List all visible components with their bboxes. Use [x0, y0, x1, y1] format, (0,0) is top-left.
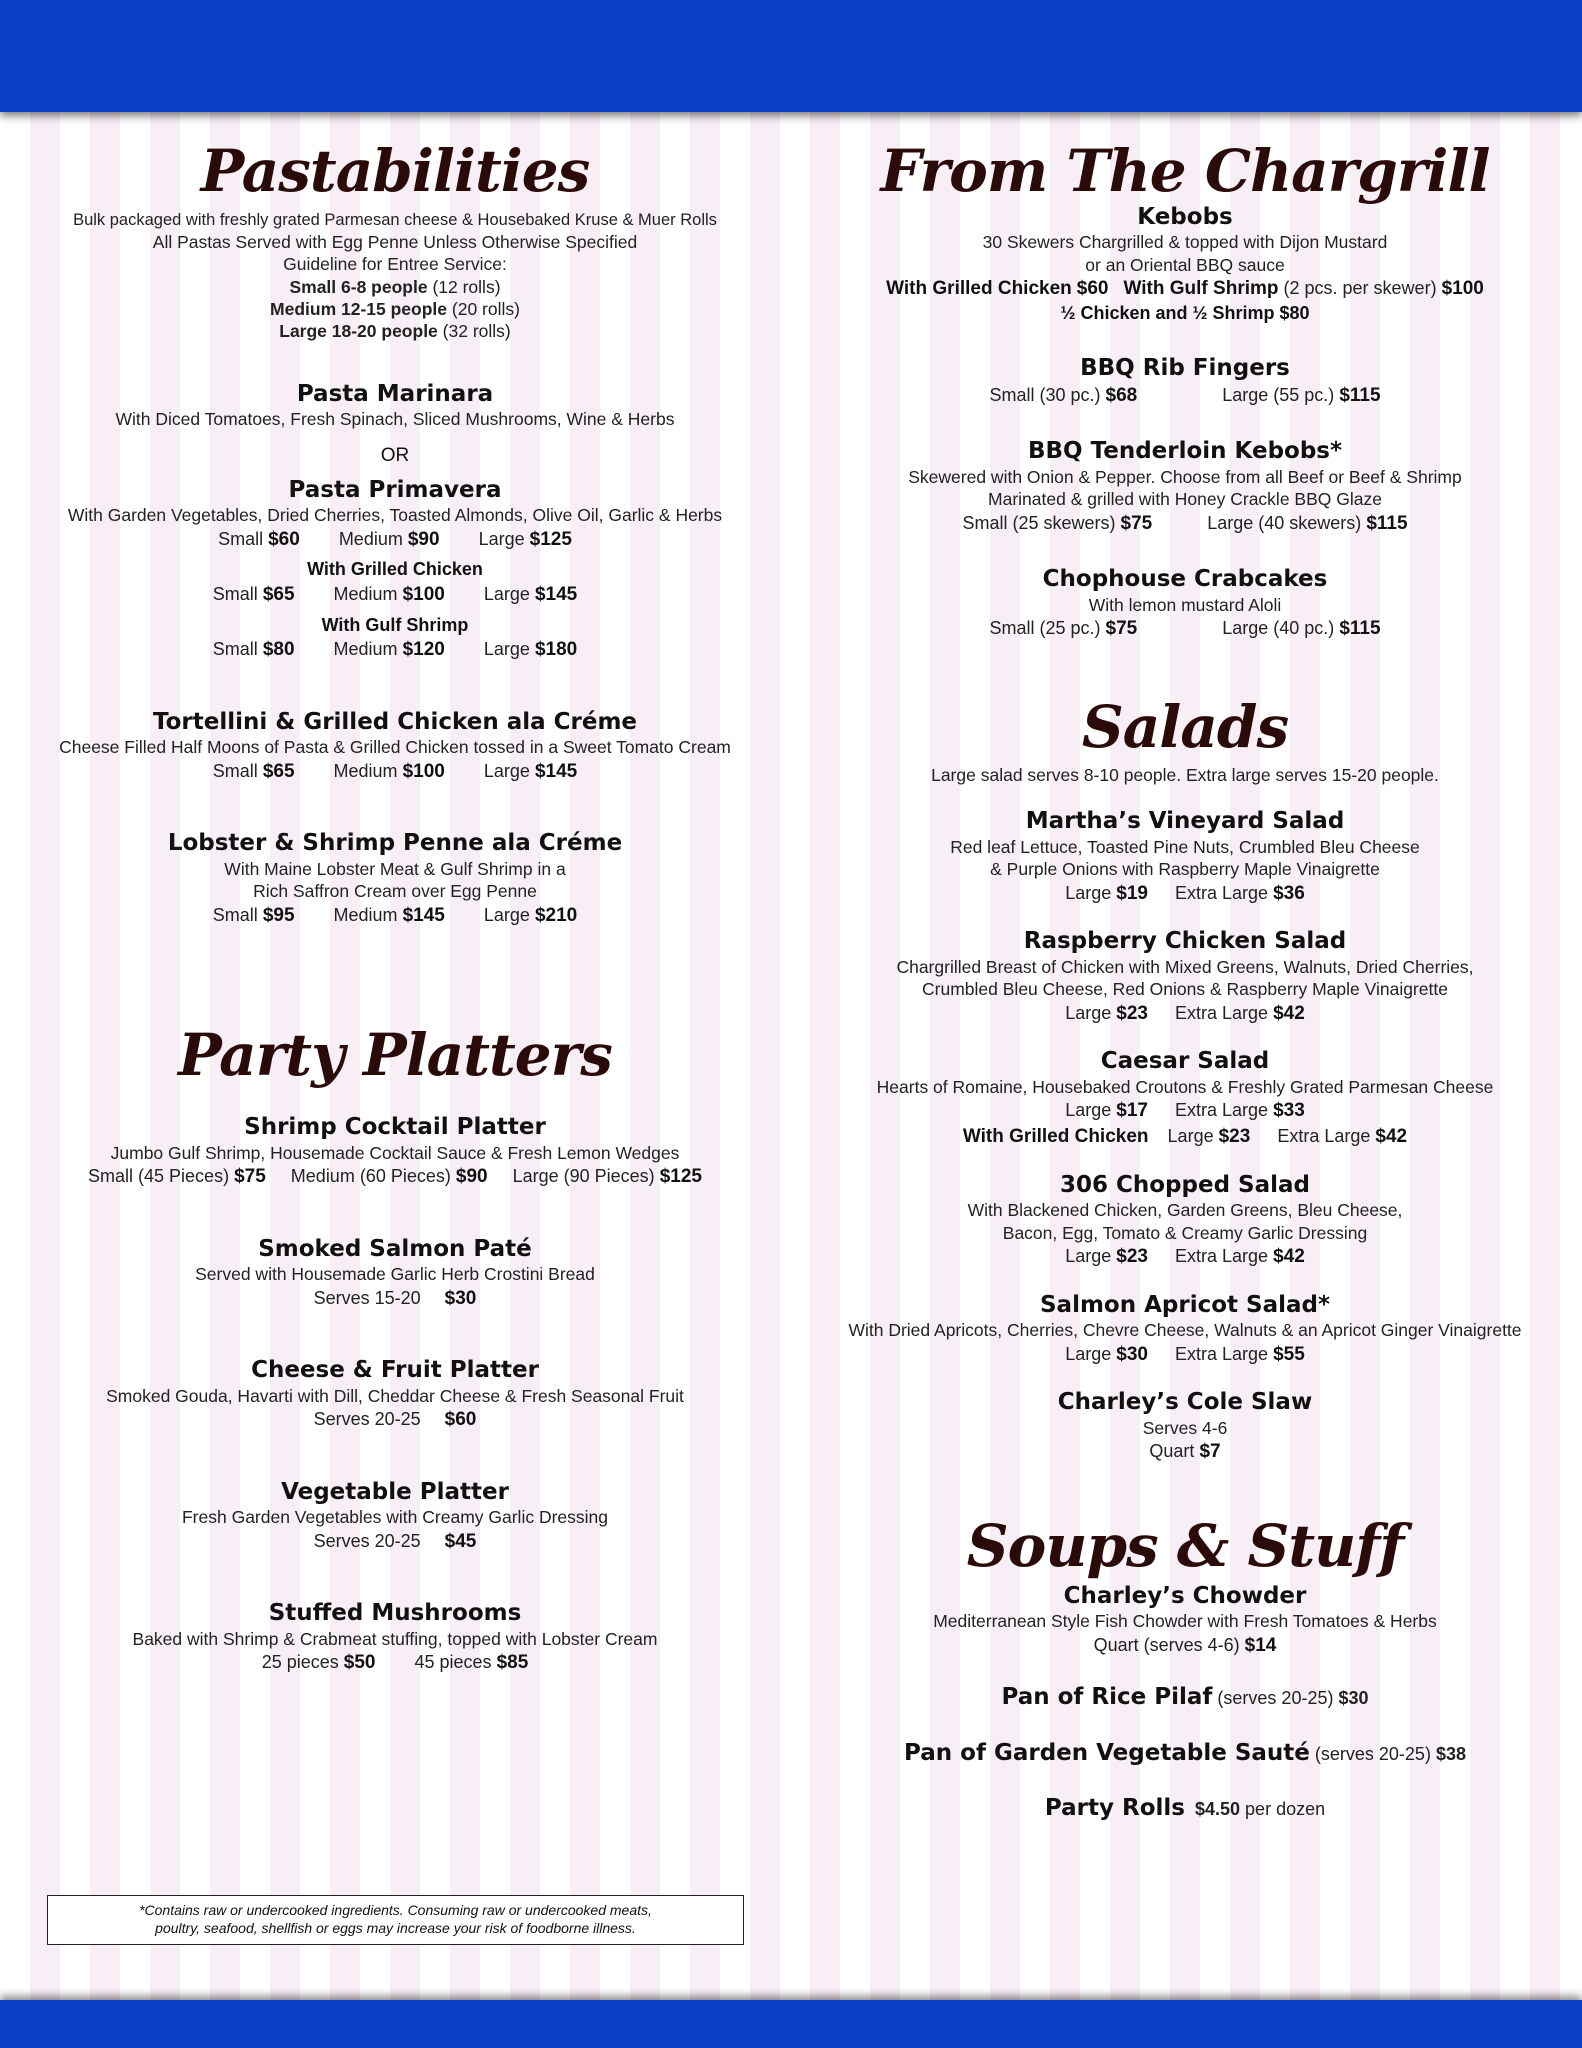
price: $23: [1116, 1245, 1148, 1267]
right-column: [845, 137, 1525, 1823]
size-label: Medium (60 Pieces): [290, 1165, 451, 1186]
size-label: Large: [1167, 1125, 1214, 1146]
item-title: Salmon Apricot Salad*: [1039, 1291, 1331, 1318]
item-title: Stuffed Mushrooms: [268, 1600, 522, 1627]
serves: (serves 20-25): [1314, 1743, 1431, 1764]
half-half-price: ½ Chicken and ½ Shrimp $80: [1060, 302, 1310, 323]
item-title: Party Rolls: [1044, 1795, 1185, 1822]
variant-label: With Gulf Shrimp: [321, 614, 469, 635]
size-label: Large (90 Pieces): [512, 1165, 655, 1186]
item-title: 306 Chopped Salad: [1059, 1171, 1311, 1198]
size-label: Small (30 pc.): [989, 384, 1101, 405]
salad-size-note: Large salad serves 8-10 people. Extra large serves 15-20 people.: [931, 764, 1439, 785]
intro-line: All Pastas Served with Egg Penne Unless Otherwise Specified: [152, 231, 638, 252]
size-label: Extra Large: [1277, 1125, 1371, 1146]
size-label: Small: [212, 638, 258, 659]
price: $115: [1366, 512, 1408, 534]
menu-item-bbq-rib-fingers: [845, 355, 1525, 408]
price: $75: [1105, 618, 1138, 640]
notice-line: *Contains raw or undercooked ingredients. Consuming raw or undercooked meats,: [139, 1902, 652, 1918]
menu-item-party-rolls: [845, 1795, 1525, 1823]
variant-label: With Grilled Chicken: [886, 278, 1072, 300]
item-title: Charley’s Cole Slaw: [1057, 1389, 1313, 1416]
item-description: Served with Housemade Garlic Herb Crostini Bread: [195, 1264, 595, 1285]
price-row: [55, 1286, 735, 1312]
size-label: Large: [1065, 1343, 1112, 1364]
item-title: Tortellini & Grilled Chicken ala Créme: [152, 708, 638, 735]
price: $19: [1116, 882, 1148, 904]
size-label: Extra Large: [1175, 1002, 1269, 1023]
item-title: Charley’s Chowder: [1063, 1582, 1307, 1609]
menu-item-tortellini: [55, 709, 735, 785]
price: $30: [1116, 1343, 1148, 1365]
size-label: Extra Large: [1175, 1245, 1269, 1266]
price: $85: [496, 1652, 529, 1674]
size-label: Medium: [333, 904, 398, 925]
item-description: Baked with Shrimp & Crabmeat stuffing, topped with Lobster Cream: [132, 1629, 658, 1650]
size-label: Extra Large: [1175, 1343, 1269, 1364]
pastabilities-heading: Pastabilities: [200, 137, 590, 205]
item-description: With Dried Apricots, Cherries, Chevre Cheese, Walnuts & an Apricot Ginger Vinaigrette: [848, 1320, 1522, 1341]
menu-item-cheese-fruit: [55, 1357, 735, 1433]
variant-label: With Gulf Shrimp: [1123, 278, 1279, 300]
size-note: (12 rolls): [432, 276, 501, 297]
item-title: Pasta Primavera: [288, 476, 502, 503]
price: $30: [444, 1287, 477, 1309]
price-row: [845, 616, 1525, 642]
item-description: Rich Saffron Cream over Egg Penne: [253, 881, 537, 902]
price: $145: [402, 904, 445, 926]
price-row: [845, 1001, 1525, 1027]
menu-item-smoked-salmon: [55, 1236, 735, 1312]
price-row: [55, 1164, 735, 1190]
item-title: Vegetable Platter: [281, 1478, 509, 1505]
price: $30: [1338, 1688, 1369, 1709]
price: $17: [1116, 1100, 1148, 1122]
size-label: Small: [212, 904, 258, 925]
item-description: Fresh Garden Vegetables with Creamy Garlic Dressing: [181, 1507, 608, 1528]
item-description: Smoked Gouda, Havarti with Dill, Cheddar Cheese & Fresh Seasonal Fruit: [106, 1385, 684, 1406]
menu-item-kebobs: [845, 204, 1525, 325]
item-description: Cheese Filled Half Moons of Pasta & Grilled Chicken tossed in a Sweet Tomato Cream: [59, 737, 731, 758]
menu-item-salmon-apricot: [845, 1292, 1525, 1368]
size-label: Medium 12-15 people: [270, 299, 448, 320]
menu-item-caesar: [845, 1048, 1525, 1149]
price: $60: [444, 1409, 477, 1431]
size-label: Small (25 skewers): [962, 512, 1116, 533]
price: $60: [1076, 278, 1109, 300]
item-description: Crumbled Bleu Cheese, Red Onions & Raspberry Maple Vinaigrette: [922, 979, 1448, 1000]
price: $4.50: [1194, 1799, 1241, 1820]
size-label: Small: [218, 528, 264, 549]
menu-item-pasta-marinara: [55, 381, 735, 431]
price: $100: [402, 583, 445, 605]
item-title: Lobster & Shrimp Penne ala Créme: [167, 830, 623, 857]
item-title: Kebobs: [1137, 203, 1233, 230]
menu-item-marthas-vineyard: [845, 808, 1525, 906]
menu-item-cole-slaw: [845, 1389, 1525, 1465]
item-description: or an Oriental BBQ sauce: [1085, 254, 1285, 275]
chargrill-heading: From The Chargrill: [880, 137, 1490, 205]
item-title: Shrimp Cocktail Platter: [244, 1113, 546, 1140]
variant-note: (2 pcs. per skewer): [1283, 278, 1437, 299]
left-column: [55, 137, 735, 1676]
item-description: Marinated & grilled with Honey Crackle BBQ Glaze: [988, 489, 1382, 510]
size-guide-large: [55, 320, 735, 342]
price-row: [55, 759, 735, 785]
size-label: Large 18-20 people: [279, 321, 438, 342]
bottom-blue-band: [0, 2000, 1582, 2048]
serves: Serves 20-25: [313, 1530, 421, 1551]
size-label: Large: [483, 583, 530, 604]
item-title: Pasta Marinara: [296, 380, 494, 407]
price: $33: [1273, 1100, 1305, 1122]
item-description: With Diced Tomatoes, Fresh Spinach, Sliced Mushrooms, Wine & Herbs: [115, 409, 675, 430]
item-title: BBQ Rib Fingers: [1080, 355, 1290, 382]
item-title: Caesar Salad: [1100, 1048, 1270, 1075]
menu-item-stuffed-mushrooms: [55, 1600, 735, 1676]
price-row: [845, 383, 1525, 409]
price: $60: [268, 528, 300, 550]
size-label: Extra Large: [1175, 1100, 1269, 1121]
price: $42: [1273, 1245, 1305, 1267]
price: $55: [1273, 1343, 1305, 1365]
price-row: [845, 1244, 1525, 1270]
menu-item-rice-pilaf: [845, 1684, 1525, 1712]
variant-label: With Grilled Chicken: [962, 1125, 1149, 1147]
price: $100: [1441, 278, 1484, 300]
price: $36: [1273, 882, 1305, 904]
menu-item-bbq-tenderloin: [845, 438, 1525, 536]
price-row: [845, 511, 1525, 537]
size-label: Quart: [1149, 1441, 1195, 1462]
size-label: 45 pieces: [414, 1652, 492, 1673]
price: $145: [534, 760, 578, 782]
price: $210: [534, 904, 578, 926]
item-description: With lemon mustard Aloli: [1088, 595, 1282, 616]
size-label: Large (40 skewers): [1207, 512, 1362, 533]
size-label: Medium: [333, 583, 398, 604]
price-row: [845, 1633, 1525, 1659]
item-description: 30 Skewers Chargrilled & topped with Dijon Mustard: [982, 232, 1388, 253]
size-label: Large: [478, 528, 525, 549]
size-note: (32 rolls): [442, 321, 511, 342]
price: $95: [262, 904, 295, 926]
price: $65: [262, 760, 295, 782]
size-label: Medium: [333, 760, 398, 781]
item-description: Jumbo Gulf Shrimp, Housemade Cocktail Sauce & Fresh Lemon Wedges: [110, 1142, 680, 1163]
price: $45: [444, 1530, 477, 1552]
price-row: [845, 1342, 1525, 1368]
item-title: Smoked Salmon Paté: [258, 1235, 532, 1262]
size-guide-medium: [55, 298, 735, 320]
price-row: [845, 276, 1525, 302]
menu-item-306-chopped: [845, 1172, 1525, 1270]
menu-item-chowder: [845, 1583, 1525, 1659]
size-label: Medium: [338, 528, 403, 549]
size-label: Medium: [333, 638, 398, 659]
price: $23: [1218, 1125, 1251, 1147]
size-guide-small: [55, 276, 735, 298]
party-platters-heading: Party Platters: [178, 1021, 612, 1090]
price-row: [55, 527, 735, 553]
price: $145: [534, 583, 578, 605]
price: $23: [1116, 1002, 1148, 1024]
item-title: Pan of Rice Pilaf: [1001, 1684, 1213, 1711]
item-description: Hearts of Romaine, Housebaked Croutons & Freshly Grated Parmesan Cheese: [876, 1076, 1494, 1097]
food-safety-notice: [47, 1895, 744, 1945]
size-label: Large (40 pc.): [1222, 618, 1335, 639]
menu-item-pasta-primavera: [55, 477, 735, 663]
size-note: (20 rolls): [451, 299, 520, 320]
size-label: Large: [1065, 1002, 1112, 1023]
price-row: [55, 903, 735, 929]
size-label: Large: [483, 638, 530, 659]
price: $80: [262, 638, 295, 660]
size-label: Small (45 Pieces): [88, 1165, 230, 1186]
item-description: & Purple Onions with Raspberry Maple Vinaigrette: [990, 859, 1380, 880]
price: $65: [262, 583, 295, 605]
price: $50: [343, 1652, 376, 1674]
price-row: [55, 1407, 735, 1433]
size-label: Large: [1065, 1100, 1112, 1121]
notice-line: poultry, seafood, shellfish or eggs may increase your risk of foodborne illness.: [155, 1920, 636, 1937]
price: $100: [402, 760, 445, 782]
price-row: [845, 881, 1525, 907]
item-title: Chophouse Crabcakes: [1042, 566, 1328, 593]
menu-item-vegetable-saute: [845, 1740, 1525, 1768]
top-blue-band: [0, 0, 1582, 112]
size-label: Large: [483, 904, 530, 925]
size-label: Extra Large: [1175, 882, 1269, 903]
menu-item-shrimp-cocktail: [55, 1114, 735, 1190]
item-description: With Garden Vegetables, Dried Cherries, Toasted Almonds, Olive Oil, Garlic & Herbs: [67, 505, 723, 526]
item-description: Skewered with Onion & Pepper. Choose from all Beef or Beef & Shrimp: [908, 467, 1462, 488]
intro-line: Guideline for Entree Service:: [283, 254, 507, 275]
price-row: [845, 1098, 1525, 1124]
price: $90: [455, 1165, 488, 1187]
price: $75: [1120, 512, 1153, 534]
size-label: Large (55 pc.): [1222, 384, 1335, 405]
size-label: 25 pieces: [261, 1652, 339, 1673]
price: $115: [1339, 384, 1381, 406]
size-label: Small: [212, 760, 258, 781]
salads-heading: Salads: [1081, 693, 1289, 762]
size-label: Large: [1065, 882, 1112, 903]
variant-label: With Grilled Chicken: [307, 559, 483, 580]
price: $180: [534, 638, 578, 660]
serves: Serves 4-6: [1142, 1417, 1228, 1438]
size-label: Large: [1065, 1245, 1112, 1266]
item-title: Cheese & Fruit Platter: [251, 1357, 539, 1384]
menu-item-raspberry-chicken: [845, 928, 1525, 1026]
price-row: [55, 582, 735, 608]
price-row: [55, 1650, 735, 1676]
price: $75: [234, 1165, 266, 1187]
serves: Serves 20-25: [313, 1409, 421, 1430]
item-description: Mediterranean Style Fish Chowder with Fresh Tomatoes & Herbs: [933, 1611, 1437, 1632]
item-title: BBQ Tenderloin Kebobs*: [1027, 438, 1343, 465]
serves: (serves 20-25): [1217, 1688, 1334, 1709]
size-label: Large: [483, 760, 530, 781]
menu-item-vegetable-platter: [55, 1479, 735, 1555]
price: $42: [1375, 1125, 1408, 1147]
price: $115: [1339, 618, 1381, 640]
menu-item-crabcakes: [845, 566, 1525, 642]
unit: per dozen: [1245, 1799, 1326, 1820]
item-description: With Maine Lobster Meat & Gulf Shrimp in a: [224, 858, 566, 879]
item-description: Chargrilled Breast of Chicken with Mixed Greens, Walnuts, Dried Cherries,: [896, 956, 1474, 977]
size-label: Small (25 pc.): [989, 618, 1101, 639]
serves: Quart (serves 4-6): [1093, 1634, 1240, 1655]
item-description: Bacon, Egg, Tomato & Creamy Garlic Dressing: [1002, 1222, 1368, 1243]
price: $7: [1199, 1441, 1221, 1463]
price-row: [845, 1124, 1525, 1150]
or-separator: OR: [380, 444, 410, 466]
item-title: Pan of Garden Vegetable Sauté: [904, 1739, 1310, 1766]
soups-heading: Soups & Stuff: [966, 1511, 1404, 1580]
size-label: Small: [212, 583, 258, 604]
price: $42: [1273, 1002, 1305, 1024]
price-row: [55, 1529, 735, 1555]
price: $14: [1244, 1634, 1277, 1656]
price: $125: [659, 1165, 702, 1187]
size-label: Small 6-8 people: [289, 276, 428, 297]
intro-line: Bulk packaged with freshly grated Parmesan cheese & Housebaked Kruse & Muer Rolls: [73, 210, 717, 229]
menu-item-lobster-penne: [55, 830, 735, 928]
price: $68: [1105, 384, 1138, 406]
price: $38: [1435, 1743, 1466, 1764]
item-title: Raspberry Chicken Salad: [1023, 928, 1347, 955]
serves: Serves 15-20: [313, 1287, 421, 1308]
pastabilities-intro: [55, 210, 735, 343]
price-row: [55, 637, 735, 663]
price-row: [845, 1439, 1525, 1465]
item-description: Red leaf Lettuce, Toasted Pine Nuts, Crumbled Bleu Cheese: [950, 836, 1420, 857]
item-title: Martha’s Vineyard Salad: [1025, 808, 1345, 835]
item-description: With Blackened Chicken, Garden Greens, Bleu Cheese,: [967, 1200, 1403, 1221]
price: $125: [529, 528, 572, 550]
price: $90: [407, 528, 440, 550]
price: $120: [402, 638, 445, 660]
